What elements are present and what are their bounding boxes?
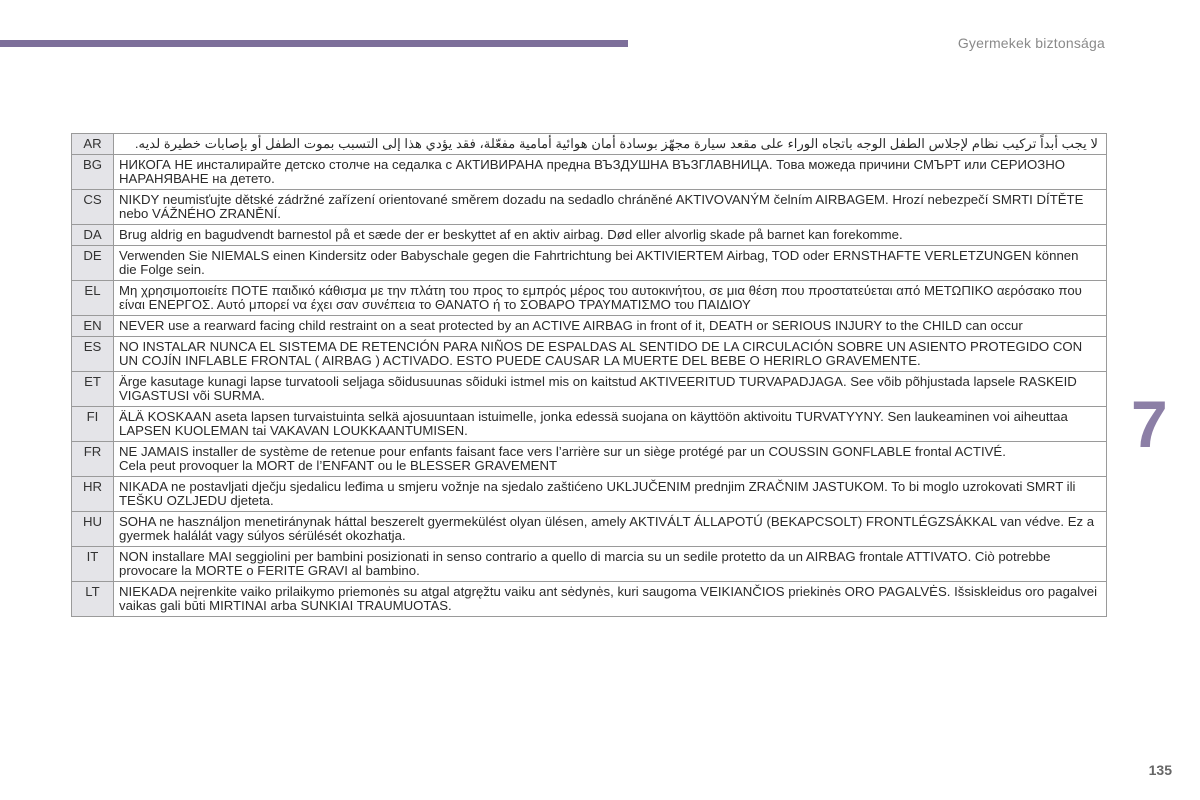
language-code: HR — [72, 477, 114, 512]
warning-text-line: NIKADA ne postavljati dječju sjedalicu leđima u smjeru vožnje na sjedalo zaštićeno UKLJUČENIM prednjim ZRAČNIM JASTUKOM. To bi moglo uzrokovati SMRT ili TEŠKU OZLJEDU djeteta. — [119, 479, 1076, 508]
warning-row-fr — [72, 442, 1107, 477]
warning-text-line: NEVER use a rearward facing child restraint on a seat protected by an ACTIVE AIRBAG in front of it, DEATH or SERIOUS INJURY to the CHILD can occur — [119, 318, 1023, 333]
language-code: AR — [72, 134, 114, 155]
warning-row-de — [72, 246, 1107, 281]
warning-text-line: NO INSTALAR NUNCA EL SISTEMA DE RETENCIÓN PARA NIÑOS DE ESPALDAS AL SENTIDO DE LA CIRCULACIÓN SOBRE UN ASIENTO PROTEGIDO CON UN COJÍN INFLABLE FRONTAL ( AIRBAG ) ACTIVADO. ESTO PUEDE CAUSAR LA MUERTE DEL BEBE O HERIRLO GRAVEMENTE. — [119, 339, 1083, 368]
warning-text-line: NIKDY neumisťujte dětské zádržné zařízení orientované směrem dozadu na sedadlo chráněné AKTIVOVANÝM čelním AIRBAGEM. Hrozí nebezpečí SMRTI DÍTĚTE nebo VÁŽNÉHO ZRANĚNÍ. — [119, 192, 1084, 221]
warning-row-it — [72, 547, 1107, 582]
language-code: BG — [72, 155, 114, 190]
language-code: LT — [72, 582, 114, 617]
language-code: EN — [72, 316, 114, 337]
warning-row-lt — [72, 582, 1107, 617]
page-number: 135 — [1148, 762, 1172, 778]
warning-text-line: Ärge kasutage kunagi lapse turvatooli seljaga sõidusuunas sõiduki istmel mis on kaitstud AKTIVEERITUD TURVAPADJAGA. See võib põhjustada lapsele RASKEID VIGASTUSI või SURMA. — [119, 374, 1077, 403]
warning-text — [114, 337, 1107, 372]
airbag-warning-table — [71, 133, 1107, 617]
warning-text — [114, 477, 1107, 512]
warning-text — [114, 512, 1107, 547]
warning-text-line: لا يجب أبداً تركيب نظام لإجلاس الطفل الوجه باتجاه الوراء على مقعد سيارة مجهّز بوسادة أمان هوائية أمامية مفعّلة، فقد يؤدي هذا إلى التسبب بموت الطفل أو بإصابات خطيرة لديه. — [134, 136, 1098, 151]
warning-text — [114, 281, 1107, 316]
warning-text — [114, 246, 1107, 281]
warning-row-ar — [72, 134, 1107, 155]
warning-text — [114, 134, 1107, 155]
language-code: ES — [72, 337, 114, 372]
warning-row-hr — [72, 477, 1107, 512]
warning-text-line: SOHA ne használjon menetiránynak háttal beszerelt gyermekülést olyan ülésen, amely AKTIVÁLT ÁLLAPOTÚ (BEKAPCSOLT) FRONTLÉGZSÁKKAL van védve. Ez a gyermek halálát vagy súlyos sérülését okozhatja. — [119, 514, 1095, 543]
header-accent-bar — [0, 40, 628, 47]
language-code: DE — [72, 246, 114, 281]
warning-text — [114, 155, 1107, 190]
language-code: IT — [72, 547, 114, 582]
language-code: ET — [72, 372, 114, 407]
warning-text — [114, 316, 1107, 337]
warning-text-line: НИКОГА НЕ инсталирайте детско столче на седалка с АКТИВИРАНА предна ВЪЗДУШНА ВЪЗГЛАВНИЦА. Това можеда причини СМЪРТ или СЕРИОЗНО НАРАНЯВАНЕ на детето. — [119, 157, 1065, 186]
language-code: FR — [72, 442, 114, 477]
warning-row-en — [72, 316, 1107, 337]
warning-row-es — [72, 337, 1107, 372]
warning-row-da — [72, 225, 1107, 246]
section-title: Gyermekek biztonsága — [957, 35, 1105, 51]
warning-text — [114, 582, 1107, 617]
warning-text-line: Μη χρησιμοποιείτε ΠΟΤΕ παιδικό κάθισμα με την πλάτη του προς το εμπρός μέρος του αυτοκινήτου, σε μια θέση που προστατεύεται από ΜΕΤΩΠΙΚΟ αερόσακο που είναι ΕΝΕΡΓΟΣ. Αυτό μπορεί να έχει σαν συνέπεια το ΘΑΝΑΤΟ ή το ΣΟΒΑΡΟ ΤΡΑΥΜΑΤΙΣΜΟ του ΠΑΙΔΙΟΥ — [119, 283, 1082, 312]
language-code: EL — [72, 281, 114, 316]
warning-text-line: NE JAMAIS installer de système de retenue pour enfants faisant face vers l’arrière sur un siège protégé par un COUSSIN GONFLABLE frontal ACTIVÉ. — [119, 444, 1006, 459]
language-code: FI — [72, 407, 114, 442]
language-code: HU — [72, 512, 114, 547]
warning-text — [114, 372, 1107, 407]
warning-text-line: Cela peut provoquer la MORT de l’ENFANT ou le BLESSER GRAVEMENT — [119, 458, 558, 473]
warning-row-hu — [72, 512, 1107, 547]
warning-text-line: NON installare MAI seggiolini per bambini posizionati in senso contrario a quello di marcia su un sedile protetto da un AIRBAG frontale ATTIVATO. Ciò potrebbe provocare la MORTE o FERITE GRAVI al bambino. — [119, 549, 1051, 578]
warning-row-el — [72, 281, 1107, 316]
warning-table-body — [72, 134, 1107, 617]
warning-text — [114, 547, 1107, 582]
warning-text-line: Brug aldrig en bagudvendt barnestol på et sæde der er beskyttet af en aktiv airbag. Død eller alvorlig skade på barnet kan forekomme. — [119, 227, 903, 242]
language-code: CS — [72, 190, 114, 225]
warning-row-bg — [72, 155, 1107, 190]
warning-text — [114, 225, 1107, 246]
warning-text-line: ÄLÄ KOSKAAN aseta lapsen turvaistuinta selkä ajosuuntaan istuimelle, jonka edessä suojana on käyttöön aktivoitu TURVATYYNY. Sen laukeaminen voi aiheuttaa LAPSEN KUOLEMAN tai VAKAVAN LOUKKAANTUMISEN. — [119, 409, 1068, 438]
warning-text — [114, 407, 1107, 442]
warning-text-line: NIEKADA neįrenkite vaiko prilaikymo priemonės su atgal atgręžtu vaiku ant sėdynės, kuri saugoma VEIKIANČIOS priekinės ORO PAGALVĖS. Išsiskleidus oro pagalvei vaikas gali būti MIRTINAI arba SUNKIAI TRAUMUOTAS. — [119, 584, 1098, 613]
warning-text-line: Verwenden Sie NIEMALS einen Kindersitz oder Babyschale gegen die Fahrtrichtung bei AKTIVIERTEM Airbag, TOD oder ERNSTHAFTE VERLETZUNGEN können die Folge sein. — [119, 248, 1079, 277]
warning-text — [114, 442, 1107, 477]
chapter-number: 7 — [1131, 387, 1168, 461]
warning-row-cs — [72, 190, 1107, 225]
warning-text — [114, 190, 1107, 225]
language-code: DA — [72, 225, 114, 246]
warning-row-et — [72, 372, 1107, 407]
warning-row-fi — [72, 407, 1107, 442]
